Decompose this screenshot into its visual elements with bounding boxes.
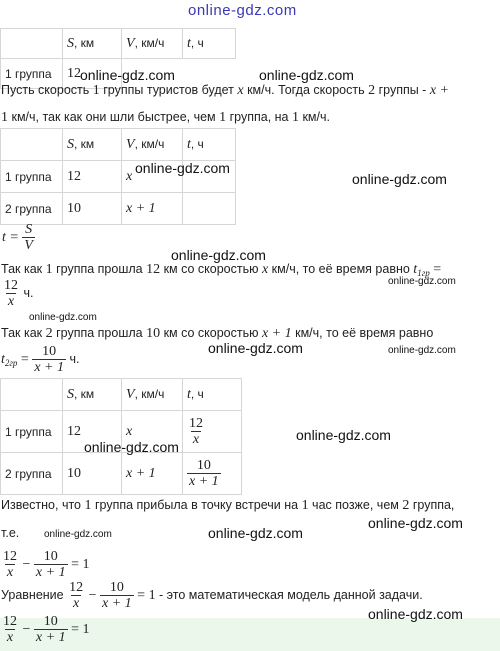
table-row: 2 группа 10 x + 1 $\frac{10}{x + 1}$ [1, 453, 242, 495]
table-row: 1 группа 12 x $\frac{12}{x}$ [1, 411, 242, 453]
site-watermark: online-gdz.com [352, 171, 447, 187]
site-watermark: online-gdz.com [44, 529, 112, 540]
table-full [0, 378, 242, 495]
site-watermark: online-gdz.com [80, 67, 175, 83]
paragraph-intro: Пусть скорость 1 группы туристов будет x км/ч. Тогда скорость 2 группы - x + [1, 83, 449, 98]
site-watermark: online-gdz.com [135, 160, 230, 176]
paragraph-model: Уравнение $\frac{12}{x}$ − $\frac{10}{x + 1}$ = 1 - это математическая модель данной задачи. [1, 580, 423, 611]
fraction-t1: $\frac{12}{x}$ ч. [4, 278, 34, 309]
paragraph-group1-time: Так как 1 группа прошла 12 км со скоростью x км/ч, то её время равно $t_{1гр}$ = [1, 262, 442, 278]
table-speeds [0, 128, 236, 225]
formula-t2: $t_{2гр}$ = $\frac{10}{x + 1}$ ч. [1, 344, 80, 375]
equation-final: $\frac{12}{x}$ − $\frac{10}{x + 1}$ = 1 [3, 614, 90, 645]
site-watermark: online-gdz.com [259, 67, 354, 83]
site-watermark: online-gdz.com [29, 312, 97, 323]
table-header-row: S, км V, км/ч t, ч [1, 129, 236, 161]
site-watermark: online-gdz.com [368, 515, 463, 531]
site-watermark: online-gdz.com [368, 606, 463, 622]
paragraph-group2-time: Так как 2 группа прошла 10 км со скоростью x + 1 км/ч, то её время равно [1, 326, 434, 341]
paragraph-ie: т.е. [1, 526, 20, 540]
paragraph-known: Известно, что 1 группа прибыла в точку встречи на 1 час позже, чем 2 группа, [1, 498, 455, 513]
site-watermark: online-gdz.com [208, 340, 303, 356]
site-watermark: online-gdz.com [208, 525, 303, 541]
site-watermark: online-gdz.com [171, 247, 266, 263]
table-row: 1 группа 12 [1, 59, 236, 89]
table-header-row: S, км V, км/ч t, ч [1, 379, 242, 411]
equation-main: $\frac{12}{x}$ − $\frac{10}{x + 1}$ = 1 [3, 549, 90, 580]
site-watermark-top: online-gdz.com [188, 2, 297, 19]
formula-time: t = $\frac{S}{V}$ [2, 222, 33, 253]
site-watermark: online-gdz.com [84, 439, 179, 455]
table-header-row: S, км V, км/ч t, ч [1, 29, 236, 59]
table-row: 1 группа 12 x [1, 161, 236, 193]
site-watermark: online-gdz.com [296, 427, 391, 443]
table-row: 2 группа 10 x + 1 [1, 193, 236, 225]
paragraph-intro-cont: 1 км/ч, так как они шли быстрее, чем 1 группа, на 1 км/ч. [1, 110, 330, 125]
site-watermark: online-gdz.com [388, 276, 456, 287]
site-watermark: online-gdz.com [388, 345, 456, 356]
